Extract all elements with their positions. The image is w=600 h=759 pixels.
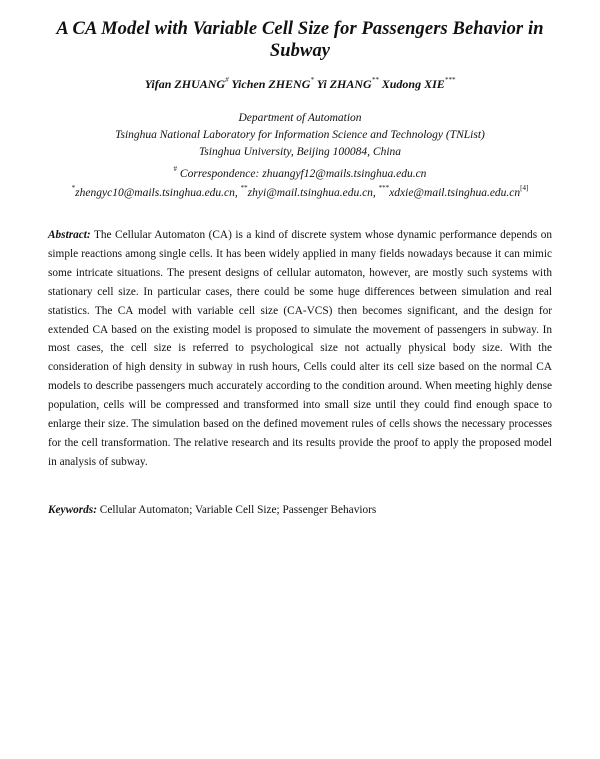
correspondence-email: Correspondence: zhuangyf12@mails.tsinghua.edu.cn bbox=[179, 168, 427, 180]
email-mark: *** bbox=[378, 184, 390, 192]
author-name: Yi ZHANG bbox=[316, 77, 372, 91]
email-mark: ** bbox=[240, 184, 248, 192]
author-mark: *** bbox=[444, 76, 456, 84]
affiliation-university: Tsinghua University, Beijing 100084, China bbox=[198, 146, 402, 158]
keywords-text: Cellular Automaton; Variable Cell Size; Passenger Behaviors bbox=[99, 504, 377, 516]
correspondence-mark: # bbox=[173, 165, 178, 173]
author-name: Yifan ZHUANG bbox=[144, 77, 226, 91]
keywords-label: Keywords: bbox=[48, 504, 97, 516]
author-mark: ** bbox=[371, 76, 379, 84]
abstract-label: Abstract: bbox=[48, 229, 91, 241]
email-mark: * bbox=[71, 184, 76, 192]
author-name: Yichen ZHENG bbox=[231, 77, 311, 91]
paper-title: A CA Model with Variable Cell Size for Passengers Behavior in Subway bbox=[56, 19, 544, 61]
email-line bbox=[30, 180, 570, 202]
affiliation-department: Department of Automation bbox=[238, 112, 362, 124]
abstract-text: The Cellular Automaton (CA) is a kind of discrete system whose dynamic performance depends on simple reactions among single cells. It has been widely applied in many fields nowadays because it can mimic some intricate situations. The present designs of cellular automaton, however, are mostly such systems with stationary cell size. In particular cases, there could be some huge differences between simulation and real statistics. The CA model with variable cell size (CA-VCS) then becomes significant, and the design for extended CA based on the existing model is proposed to simulate the movement of passengers in subway. In most cases, the cell size is referred to psychological size not actually physical body size. With the consideration of high density in subway in rush hours, Cells could alter its cell size based on the normal CA models to describe passengers much accurately according to the condition around. When meeting highly dense population, cells will be compressed and transformed into small size until they could find enough space to enlarge their size. The simulation based on the defined movement rules of cells shows the necessary processes for the cell transformation. The relative research and its results provide the proof to apply the proposed model in analysis of subway. bbox=[48, 229, 552, 468]
keywords-block bbox=[48, 504, 552, 516]
email-address: zhyi@mail.tsinghua.edu.cn, bbox=[247, 187, 376, 199]
email-address: xdxie@mail.tsinghua.edu.cn bbox=[389, 187, 521, 199]
author-mark: * bbox=[310, 76, 314, 84]
email-address: zhengyc10@mails.tsinghua.edu.cn, bbox=[75, 187, 238, 199]
abstract-block bbox=[48, 226, 552, 472]
author-list bbox=[40, 76, 560, 92]
author-mark: # bbox=[225, 76, 229, 84]
author-name: Xudong XIE bbox=[381, 77, 445, 91]
affiliation-lab: Tsinghua National Laboratory for Information Science and Technology (TNList) bbox=[115, 129, 485, 141]
reference-mark: [4] bbox=[520, 184, 529, 192]
